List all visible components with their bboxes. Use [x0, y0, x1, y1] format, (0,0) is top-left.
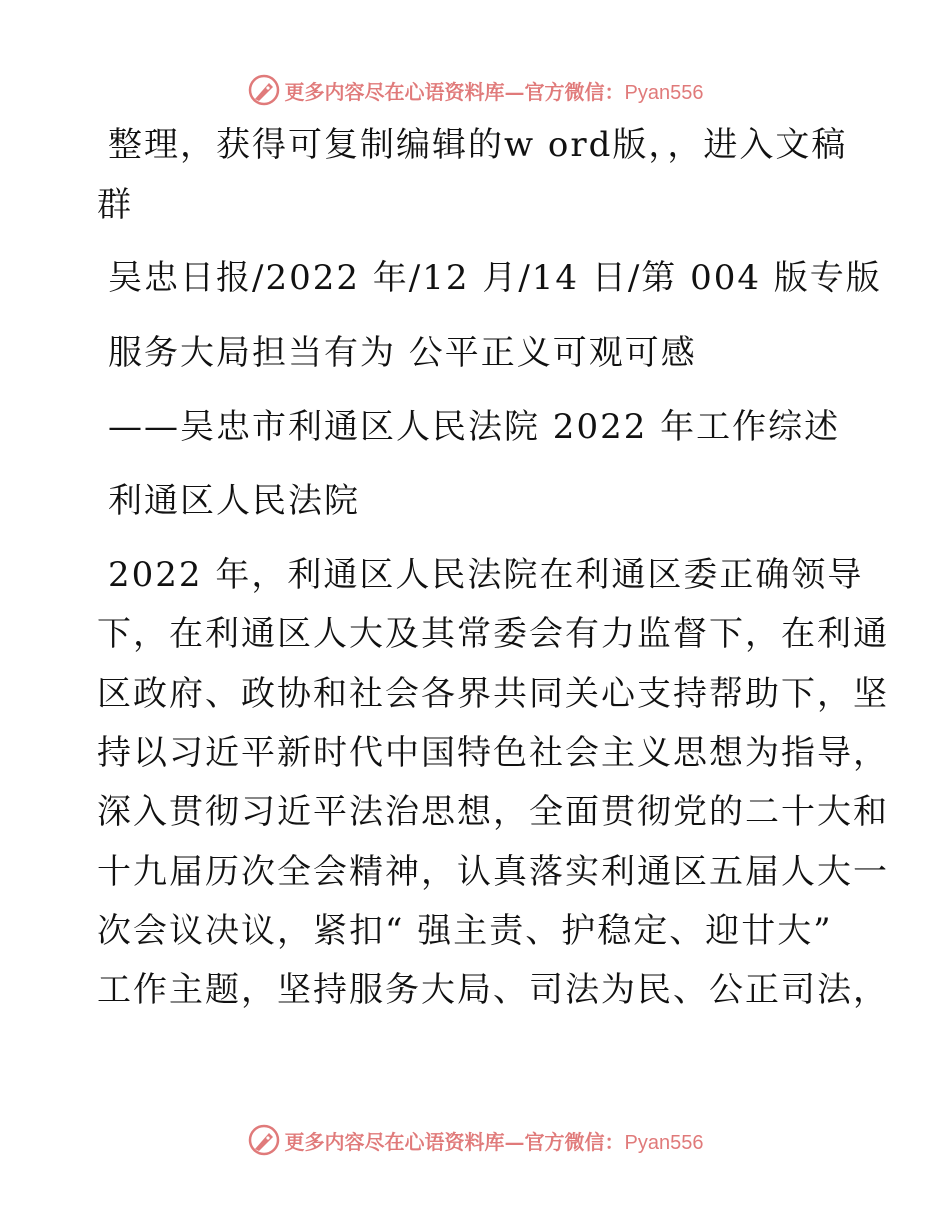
watermark-text: 更多内容尽在心语资料库—官方微信：Pyan556 [284, 79, 704, 104]
paragraph-line: 深入贯彻习近平法治思想，全面贯彻党的二十大和 [97, 792, 889, 832]
pen-nib-logo-icon [247, 1123, 281, 1157]
pen-nib-logo-icon [247, 73, 281, 107]
paragraph-line: 十九届历次全会精神，认真落实利通区五届人大一 [97, 852, 889, 892]
paragraph-line: 区政府、政协和社会各界共同关心支持帮助下，坚 [97, 674, 889, 714]
header-watermark [0, 70, 950, 110]
paragraph-line: 持以习近平新时代中国特色社会主义思想为指导， [97, 733, 889, 773]
paragraph-line: 次会议决议，紧扣“ 强主责、护稳定、迎廿大” [97, 911, 833, 951]
article-subtitle: ——吴忠市利通区人民法院 2022 年工作综述 [108, 407, 841, 447]
text-line: 群 [97, 185, 133, 225]
article-author: 利通区人民法院 [108, 481, 360, 521]
paragraph-line: 下，在利通区人大及其常委会有力监督下，在利通 [97, 614, 889, 654]
footer-watermark [0, 1120, 950, 1160]
text-line: 整理，获得可复制编辑的w ord版，，进入文稿 [108, 125, 848, 165]
paragraph-line: 2022 年，利通区人民法院在利通区委正确领导 [108, 555, 864, 595]
paragraph-line: 工作主题，坚持服务大局、司法为民、公正司法， [97, 970, 889, 1010]
watermark-text: 更多内容尽在心语资料库—官方微信：Pyan556 [284, 1129, 704, 1154]
dateline: 吴忠日报/2022 年/12 月/14 日/第 004 版专版 [108, 258, 882, 298]
article-title: 服务大局担当有为 公平正义可观可感 [108, 333, 697, 373]
